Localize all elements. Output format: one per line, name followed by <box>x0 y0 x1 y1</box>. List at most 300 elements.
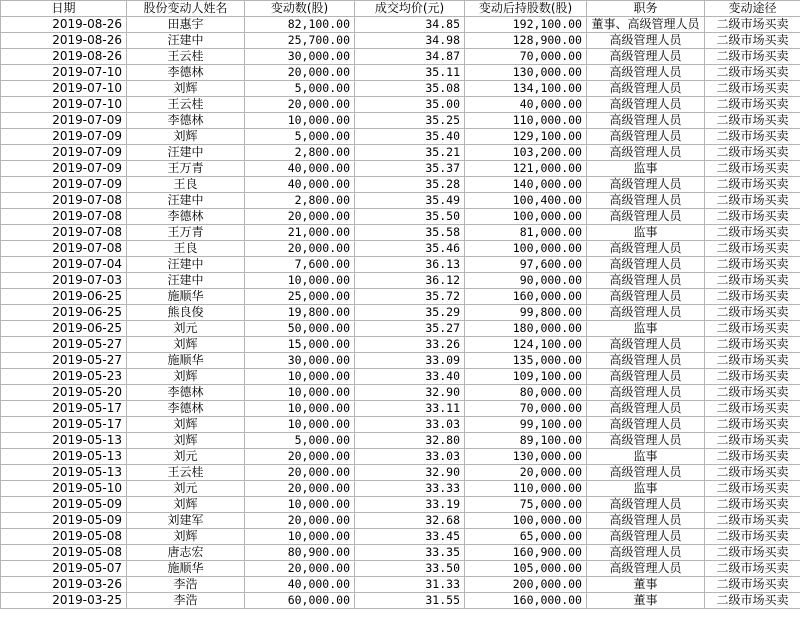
cell-date: 2019-05-20 <box>1 385 127 401</box>
cell-position: 高级管理人员 <box>587 273 705 289</box>
cell-shares-after: 81,000.00 <box>465 225 587 241</box>
cell-position: 高级管理人员 <box>587 97 705 113</box>
cell-position: 监事 <box>587 161 705 177</box>
cell-change-shares: 20,000.00 <box>245 449 355 465</box>
table-row <box>1 305 800 321</box>
cell-position: 高级管理人员 <box>587 145 705 161</box>
cell-shares-after: 160,000.00 <box>465 593 587 609</box>
cell-avg-price: 33.19 <box>355 497 465 513</box>
cell-date: 2019-05-13 <box>1 433 127 449</box>
column-header-avg-price: 成交均价(元) <box>355 1 465 17</box>
table-row <box>1 401 800 417</box>
table-row <box>1 513 800 529</box>
cell-date: 2019-05-23 <box>1 369 127 385</box>
cell-change-shares: 60,000.00 <box>245 593 355 609</box>
cell-date: 2019-05-17 <box>1 401 127 417</box>
cell-date: 2019-07-09 <box>1 113 127 129</box>
cell-shares-after: 100,000.00 <box>465 241 587 257</box>
cell-position: 高级管理人员 <box>587 177 705 193</box>
cell-change-shares: 10,000.00 <box>245 417 355 433</box>
cell-person-name: 王万青 <box>127 161 245 177</box>
cell-change-method: 二级市场买卖 <box>705 513 800 529</box>
cell-person-name: 刘辉 <box>127 337 245 353</box>
cell-change-method: 二级市场买卖 <box>705 481 800 497</box>
cell-position: 监事 <box>587 449 705 465</box>
cell-shares-after: 99,100.00 <box>465 417 587 433</box>
cell-date: 2019-07-09 <box>1 161 127 177</box>
cell-change-shares: 20,000.00 <box>245 561 355 577</box>
table-row <box>1 369 800 385</box>
column-header-person-name: 股份变动人姓名 <box>127 1 245 17</box>
cell-position: 高级管理人员 <box>587 497 705 513</box>
cell-avg-price: 35.72 <box>355 289 465 305</box>
cell-avg-price: 35.40 <box>355 129 465 145</box>
cell-change-method: 二级市场买卖 <box>705 193 800 209</box>
table-row <box>1 353 800 369</box>
cell-change-shares: 40,000.00 <box>245 161 355 177</box>
cell-change-shares: 20,000.00 <box>245 241 355 257</box>
cell-position: 董事 <box>587 577 705 593</box>
cell-shares-after: 121,000.00 <box>465 161 587 177</box>
cell-position: 高级管理人员 <box>587 289 705 305</box>
cell-shares-after: 105,000.00 <box>465 561 587 577</box>
cell-person-name: 刘建军 <box>127 513 245 529</box>
cell-change-shares: 10,000.00 <box>245 385 355 401</box>
cell-shares-after: 110,000.00 <box>465 113 587 129</box>
cell-person-name: 汪建中 <box>127 193 245 209</box>
cell-avg-price: 33.03 <box>355 449 465 465</box>
cell-date: 2019-08-26 <box>1 49 127 65</box>
cell-date: 2019-05-27 <box>1 337 127 353</box>
cell-date: 2019-06-25 <box>1 289 127 305</box>
cell-change-shares: 10,000.00 <box>245 529 355 545</box>
column-header-position: 职务 <box>587 1 705 17</box>
cell-shares-after: 200,000.00 <box>465 577 587 593</box>
cell-shares-after: 70,000.00 <box>465 49 587 65</box>
cell-person-name: 施顺华 <box>127 353 245 369</box>
cell-change-shares: 20,000.00 <box>245 513 355 529</box>
table-row <box>1 129 800 145</box>
cell-change-method: 二级市场买卖 <box>705 577 800 593</box>
cell-person-name: 李德林 <box>127 401 245 417</box>
cell-person-name: 李德林 <box>127 65 245 81</box>
cell-person-name: 李德林 <box>127 113 245 129</box>
cell-shares-after: 100,000.00 <box>465 513 587 529</box>
cell-position: 高级管理人员 <box>587 65 705 81</box>
cell-person-name: 熊良俊 <box>127 305 245 321</box>
cell-avg-price: 36.13 <box>355 257 465 273</box>
cell-change-method: 二级市场买卖 <box>705 417 800 433</box>
cell-shares-after: 129,100.00 <box>465 129 587 145</box>
cell-position: 高级管理人员 <box>587 401 705 417</box>
cell-person-name: 刘元 <box>127 449 245 465</box>
cell-change-method: 二级市场买卖 <box>705 17 800 33</box>
cell-change-method: 二级市场买卖 <box>705 449 800 465</box>
cell-date: 2019-07-09 <box>1 177 127 193</box>
cell-position: 高级管理人员 <box>587 209 705 225</box>
cell-change-method: 二级市场买卖 <box>705 33 800 49</box>
cell-position: 高级管理人员 <box>587 385 705 401</box>
cell-position: 高级管理人员 <box>587 433 705 449</box>
cell-position: 高级管理人员 <box>587 545 705 561</box>
cell-date: 2019-05-17 <box>1 417 127 433</box>
cell-avg-price: 36.12 <box>355 273 465 289</box>
cell-change-shares: 5,000.00 <box>245 433 355 449</box>
cell-change-method: 二级市场买卖 <box>705 433 800 449</box>
table-row <box>1 209 800 225</box>
table-row <box>1 273 800 289</box>
table-row <box>1 561 800 577</box>
cell-date: 2019-05-07 <box>1 561 127 577</box>
table-row <box>1 417 800 433</box>
cell-person-name: 李浩 <box>127 593 245 609</box>
cell-date: 2019-07-10 <box>1 65 127 81</box>
table-row <box>1 337 800 353</box>
table-row <box>1 241 800 257</box>
cell-position: 高级管理人员 <box>587 193 705 209</box>
cell-position: 董事、高级管理人员 <box>587 17 705 33</box>
cell-avg-price: 35.27 <box>355 321 465 337</box>
table-row <box>1 225 800 241</box>
cell-date: 2019-07-08 <box>1 241 127 257</box>
cell-position: 董事 <box>587 593 705 609</box>
cell-change-shares: 25,700.00 <box>245 33 355 49</box>
table-row <box>1 497 800 513</box>
cell-change-method: 二级市场买卖 <box>705 49 800 65</box>
cell-change-shares: 82,100.00 <box>245 17 355 33</box>
cell-shares-after: 109,100.00 <box>465 369 587 385</box>
table-row <box>1 17 800 33</box>
cell-shares-after: 65,000.00 <box>465 529 587 545</box>
cell-avg-price: 35.21 <box>355 145 465 161</box>
table-row <box>1 465 800 481</box>
cell-avg-price: 35.46 <box>355 241 465 257</box>
table-row <box>1 529 800 545</box>
cell-date: 2019-08-26 <box>1 33 127 49</box>
cell-position: 高级管理人员 <box>587 417 705 433</box>
cell-date: 2019-07-04 <box>1 257 127 273</box>
cell-shares-after: 128,900.00 <box>465 33 587 49</box>
cell-change-shares: 5,000.00 <box>245 81 355 97</box>
cell-position: 高级管理人员 <box>587 513 705 529</box>
table-row <box>1 65 800 81</box>
cell-avg-price: 33.26 <box>355 337 465 353</box>
cell-person-name: 王云桂 <box>127 49 245 65</box>
cell-person-name: 王云桂 <box>127 97 245 113</box>
cell-date: 2019-07-09 <box>1 145 127 161</box>
table-row <box>1 321 800 337</box>
column-header-change-method: 变动途径 <box>705 1 800 17</box>
cell-shares-after: 100,000.00 <box>465 209 587 225</box>
cell-date: 2019-05-08 <box>1 529 127 545</box>
cell-person-name: 田惠宇 <box>127 17 245 33</box>
table-row <box>1 97 800 113</box>
table-row <box>1 177 800 193</box>
cell-person-name: 刘辉 <box>127 369 245 385</box>
cell-shares-after: 70,000.00 <box>465 401 587 417</box>
cell-date: 2019-03-25 <box>1 593 127 609</box>
cell-shares-after: 160,000.00 <box>465 289 587 305</box>
cell-avg-price: 33.33 <box>355 481 465 497</box>
cell-change-shares: 5,000.00 <box>245 129 355 145</box>
table-row <box>1 385 800 401</box>
cell-date: 2019-05-10 <box>1 481 127 497</box>
cell-avg-price: 35.37 <box>355 161 465 177</box>
cell-change-shares: 40,000.00 <box>245 577 355 593</box>
cell-person-name: 汪建中 <box>127 145 245 161</box>
table-row <box>1 257 800 273</box>
cell-shares-after: 140,000.00 <box>465 177 587 193</box>
table-row <box>1 481 800 497</box>
cell-change-shares: 10,000.00 <box>245 401 355 417</box>
cell-position: 高级管理人员 <box>587 49 705 65</box>
cell-person-name: 施顺华 <box>127 289 245 305</box>
cell-shares-after: 99,800.00 <box>465 305 587 321</box>
column-header-date: 日期 <box>1 1 127 17</box>
cell-person-name: 李浩 <box>127 577 245 593</box>
cell-date: 2019-05-13 <box>1 465 127 481</box>
cell-change-shares: 10,000.00 <box>245 113 355 129</box>
cell-date: 2019-07-08 <box>1 225 127 241</box>
cell-shares-after: 40,000.00 <box>465 97 587 113</box>
cell-avg-price: 35.58 <box>355 225 465 241</box>
cell-avg-price: 33.11 <box>355 401 465 417</box>
cell-change-method: 二级市场买卖 <box>705 65 800 81</box>
cell-change-method: 二级市场买卖 <box>705 529 800 545</box>
cell-date: 2019-05-08 <box>1 545 127 561</box>
column-header-shares-after: 变动后持股数(股) <box>465 1 587 17</box>
cell-position: 高级管理人员 <box>587 369 705 385</box>
cell-shares-after: 20,000.00 <box>465 465 587 481</box>
cell-shares-after: 90,000.00 <box>465 273 587 289</box>
column-header-change-shares: 变动数(股) <box>245 1 355 17</box>
cell-change-method: 二级市场买卖 <box>705 113 800 129</box>
table-row <box>1 33 800 49</box>
table-row <box>1 81 800 97</box>
cell-position: 监事 <box>587 481 705 497</box>
cell-change-method: 二级市场买卖 <box>705 81 800 97</box>
cell-change-shares: 20,000.00 <box>245 209 355 225</box>
cell-change-shares: 20,000.00 <box>245 65 355 81</box>
cell-shares-after: 110,000.00 <box>465 481 587 497</box>
cell-avg-price: 35.08 <box>355 81 465 97</box>
cell-change-shares: 20,000.00 <box>245 481 355 497</box>
cell-shares-after: 97,600.00 <box>465 257 587 273</box>
cell-avg-price: 31.55 <box>355 593 465 609</box>
cell-change-shares: 2,800.00 <box>245 193 355 209</box>
cell-change-shares: 20,000.00 <box>245 97 355 113</box>
cell-shares-after: 89,100.00 <box>465 433 587 449</box>
table-row <box>1 577 800 593</box>
cell-shares-after: 192,100.00 <box>465 17 587 33</box>
cell-avg-price: 33.50 <box>355 561 465 577</box>
cell-position: 高级管理人员 <box>587 529 705 545</box>
cell-date: 2019-06-25 <box>1 321 127 337</box>
cell-avg-price: 34.85 <box>355 17 465 33</box>
cell-avg-price: 35.25 <box>355 113 465 129</box>
cell-change-method: 二级市场买卖 <box>705 97 800 113</box>
cell-avg-price: 33.35 <box>355 545 465 561</box>
cell-date: 2019-05-27 <box>1 353 127 369</box>
cell-position: 高级管理人员 <box>587 353 705 369</box>
cell-avg-price: 35.28 <box>355 177 465 193</box>
cell-avg-price: 33.40 <box>355 369 465 385</box>
cell-shares-after: 135,000.00 <box>465 353 587 369</box>
cell-position: 高级管理人员 <box>587 305 705 321</box>
cell-date: 2019-07-10 <box>1 81 127 97</box>
cell-change-method: 二级市场买卖 <box>705 593 800 609</box>
table-row <box>1 49 800 65</box>
cell-change-shares: 30,000.00 <box>245 49 355 65</box>
cell-shares-after: 100,400.00 <box>465 193 587 209</box>
cell-person-name: 王良 <box>127 241 245 257</box>
cell-date: 2019-07-09 <box>1 129 127 145</box>
cell-date: 2019-08-26 <box>1 17 127 33</box>
cell-person-name: 施顺华 <box>127 561 245 577</box>
cell-person-name: 唐志宏 <box>127 545 245 561</box>
cell-avg-price: 32.90 <box>355 465 465 481</box>
cell-change-method: 二级市场买卖 <box>705 401 800 417</box>
cell-date: 2019-05-13 <box>1 449 127 465</box>
cell-date: 2019-07-08 <box>1 193 127 209</box>
cell-position: 监事 <box>587 321 705 337</box>
cell-change-shares: 10,000.00 <box>245 369 355 385</box>
cell-person-name: 刘元 <box>127 481 245 497</box>
cell-date: 2019-03-26 <box>1 577 127 593</box>
cell-avg-price: 34.87 <box>355 49 465 65</box>
cell-avg-price: 32.90 <box>355 385 465 401</box>
cell-avg-price: 34.98 <box>355 33 465 49</box>
table-row <box>1 113 800 129</box>
cell-person-name: 刘辉 <box>127 129 245 145</box>
cell-date: 2019-06-25 <box>1 305 127 321</box>
cell-change-method: 二级市场买卖 <box>705 209 800 225</box>
cell-change-method: 二级市场买卖 <box>705 305 800 321</box>
cell-change-shares: 80,900.00 <box>245 545 355 561</box>
cell-change-shares: 40,000.00 <box>245 177 355 193</box>
cell-change-method: 二级市场买卖 <box>705 497 800 513</box>
cell-avg-price: 35.00 <box>355 97 465 113</box>
cell-change-method: 二级市场买卖 <box>705 337 800 353</box>
cell-person-name: 刘元 <box>127 321 245 337</box>
cell-avg-price: 35.50 <box>355 209 465 225</box>
cell-avg-price: 35.29 <box>355 305 465 321</box>
cell-avg-price: 35.49 <box>355 193 465 209</box>
cell-shares-after: 124,100.00 <box>465 337 587 353</box>
cell-change-method: 二级市场买卖 <box>705 177 800 193</box>
cell-change-shares: 15,000.00 <box>245 337 355 353</box>
cell-change-shares: 10,000.00 <box>245 497 355 513</box>
cell-change-shares: 10,000.00 <box>245 273 355 289</box>
cell-date: 2019-05-09 <box>1 513 127 529</box>
cell-person-name: 刘辉 <box>127 81 245 97</box>
cell-avg-price: 33.03 <box>355 417 465 433</box>
cell-person-name: 刘辉 <box>127 433 245 449</box>
table-row <box>1 449 800 465</box>
cell-change-shares: 2,800.00 <box>245 145 355 161</box>
cell-change-method: 二级市场买卖 <box>705 385 800 401</box>
cell-shares-after: 130,000.00 <box>465 65 587 81</box>
cell-change-shares: 30,000.00 <box>245 353 355 369</box>
cell-change-method: 二级市场买卖 <box>705 465 800 481</box>
table-row <box>1 161 800 177</box>
cell-shares-after: 180,000.00 <box>465 321 587 337</box>
table-row <box>1 193 800 209</box>
table-row <box>1 545 800 561</box>
cell-change-method: 二级市场买卖 <box>705 273 800 289</box>
cell-shares-after: 75,000.00 <box>465 497 587 513</box>
cell-avg-price: 33.45 <box>355 529 465 545</box>
cell-change-shares: 19,800.00 <box>245 305 355 321</box>
table-row <box>1 289 800 305</box>
cell-avg-price: 33.09 <box>355 353 465 369</box>
cell-person-name: 刘辉 <box>127 417 245 433</box>
cell-avg-price: 35.11 <box>355 65 465 81</box>
cell-avg-price: 31.33 <box>355 577 465 593</box>
cell-change-shares: 21,000.00 <box>245 225 355 241</box>
cell-avg-price: 32.80 <box>355 433 465 449</box>
cell-position: 高级管理人员 <box>587 257 705 273</box>
cell-shares-after: 130,000.00 <box>465 449 587 465</box>
cell-change-shares: 25,000.00 <box>245 289 355 305</box>
cell-change-shares: 50,000.00 <box>245 321 355 337</box>
cell-shares-after: 80,000.00 <box>465 385 587 401</box>
cell-date: 2019-05-09 <box>1 497 127 513</box>
cell-date: 2019-07-03 <box>1 273 127 289</box>
cell-change-method: 二级市场买卖 <box>705 161 800 177</box>
cell-position: 高级管理人员 <box>587 465 705 481</box>
cell-date: 2019-07-08 <box>1 209 127 225</box>
cell-person-name: 李德林 <box>127 385 245 401</box>
cell-shares-after: 103,200.00 <box>465 145 587 161</box>
cell-change-method: 二级市场买卖 <box>705 561 800 577</box>
cell-change-method: 二级市场买卖 <box>705 241 800 257</box>
cell-position: 高级管理人员 <box>587 337 705 353</box>
cell-change-method: 二级市场买卖 <box>705 289 800 305</box>
cell-change-method: 二级市场买卖 <box>705 369 800 385</box>
cell-position: 高级管理人员 <box>587 241 705 257</box>
cell-position: 高级管理人员 <box>587 33 705 49</box>
cell-person-name: 王良 <box>127 177 245 193</box>
cell-change-method: 二级市场买卖 <box>705 321 800 337</box>
table-row <box>1 593 800 609</box>
table-header-row <box>1 1 800 17</box>
cell-person-name: 刘辉 <box>127 497 245 513</box>
cell-position: 高级管理人员 <box>587 113 705 129</box>
cell-position: 监事 <box>587 225 705 241</box>
table-row <box>1 433 800 449</box>
cell-person-name: 汪建中 <box>127 33 245 49</box>
cell-shares-after: 160,900.00 <box>465 545 587 561</box>
cell-change-method: 二级市场买卖 <box>705 145 800 161</box>
cell-change-method: 二级市场买卖 <box>705 129 800 145</box>
cell-change-method: 二级市场买卖 <box>705 257 800 273</box>
cell-person-name: 刘辉 <box>127 529 245 545</box>
cell-change-shares: 20,000.00 <box>245 465 355 481</box>
cell-person-name: 李德林 <box>127 209 245 225</box>
cell-change-shares: 7,600.00 <box>245 257 355 273</box>
cell-avg-price: 32.68 <box>355 513 465 529</box>
cell-change-method: 二级市场买卖 <box>705 353 800 369</box>
cell-position: 高级管理人员 <box>587 129 705 145</box>
table-row <box>1 145 800 161</box>
cell-shares-after: 134,100.00 <box>465 81 587 97</box>
cell-position: 高级管理人员 <box>587 561 705 577</box>
cell-change-method: 二级市场买卖 <box>705 545 800 561</box>
cell-date: 2019-07-10 <box>1 97 127 113</box>
cell-person-name: 汪建中 <box>127 257 245 273</box>
cell-person-name: 王万青 <box>127 225 245 241</box>
